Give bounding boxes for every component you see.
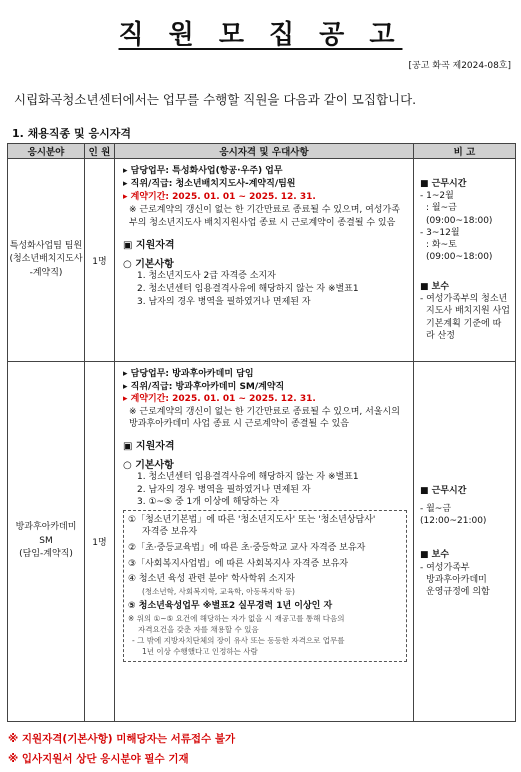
remarks-cell (414, 362, 516, 722)
option-item: ④ 청소년 육성 관련 분야' 학사학위 소지자 (128, 574, 295, 585)
basic-item: 2. 청소년센터 임용결격사유에 해당하지 않는 자 ※별표1 (137, 284, 359, 295)
basic-heading: ○ 기본사항 (123, 459, 174, 471)
period-line: ▸ 계약기간: 2025. 01. 01 ~ 2025. 12. 31. (123, 394, 316, 405)
pay-heading: ■ 보수 (420, 282, 450, 293)
notice-number: [공고 화곡 제2024-08호] (408, 61, 511, 71)
recruitment-table (7, 143, 516, 722)
pay-heading: ■ 보수 (420, 550, 450, 561)
pay-line: 지도사 배치지원 사업 (426, 306, 510, 317)
option-box (123, 510, 407, 662)
pay-line: - 여성가족부의 청소년 (420, 294, 508, 305)
footer-note-2: ※ 입사지원서 상단 응시분야 필수 기재 (8, 753, 189, 765)
pay-line: 기본계획 기준에 따 (426, 318, 502, 329)
basic-heading: ○ 기본사항 (123, 259, 174, 271)
basic-item: 1. 청소년센터 임용결격사유에 해당하지 않는 자 ※별표1 (137, 471, 359, 482)
work-hours-line: : 화~토(09:00~18:00) (426, 239, 493, 262)
contract-note: ※ 근로계약의 갱신이 없는 한 기간만료로 종료될 수 있으며, 서울시의 방과후아카데미 사업 종료 시 근로계약이 종결될 수 있음 (129, 406, 400, 430)
option-note: 1년 이상 수행했다고 인정하는 사람 (142, 647, 258, 657)
qualification-cell (115, 362, 414, 722)
remarks-cell (414, 159, 516, 362)
field-line: 방과후아카데미 (15, 522, 77, 533)
option-note: 자격요건을 갖춘 자를 채용할 수 있음 (138, 624, 259, 634)
duty-line: ▸ 담당업무: 특성화사업(항공·우주) 업무 (123, 166, 283, 176)
header-count: 인 원 (85, 144, 115, 159)
header-remarks: 비 고 (414, 144, 516, 159)
intro-text: 시립화곡청소년센터에서는 업무를 수행할 직원을 다음과 같이 모집합니다. (14, 92, 417, 107)
field-line: -계약직) (29, 267, 63, 278)
field-cell (8, 159, 85, 362)
field-line: (담임-계약직) (19, 549, 73, 560)
option-note: - 그 밖에 지방자치단체의 장이 유사 또는 동등한 자격으로 업무를 (132, 636, 345, 646)
duty-line: ▸ 담당업무: 방과후아카데미 담임 (123, 369, 254, 379)
field-line: (청소년배치지도사 (9, 254, 83, 265)
option-item: ②「초·중등교육법」에 따른 초·중등학교 교사 자격증 보유자 (128, 542, 366, 553)
option-item: ①「청소년기본법」에 따른 '청소년지도사' 또는 '청소년상담사' (128, 514, 376, 525)
header-field: 응시분야 (8, 144, 85, 159)
header-qualifications: 응시자격 및 우대사항 (115, 144, 414, 159)
section-heading: 1. 채용직종 및 응시자격 (12, 127, 131, 140)
pay-line: 방과후아카데미 (426, 574, 487, 585)
basic-item: 1. 청소년지도사 2급 자격증 소지자 (137, 271, 276, 282)
pay-line: - 여성가족부 (420, 562, 470, 573)
qualification-heading: ▣ 지원자격 (123, 240, 175, 252)
field-line: 특성화사업팀 팀원 (9, 240, 83, 251)
work-hours-heading: ■ 근무시간 (420, 179, 467, 190)
work-hours-line: - 3~12월 (420, 227, 460, 238)
qualification-cell (115, 159, 414, 362)
position-line: ▸ 직위/직급: 청소년배치지도사-계약직/팀원 (123, 179, 296, 190)
work-hours-heading: ■ 근무시간 (420, 486, 467, 496)
field-cell (8, 362, 85, 722)
option-item: (청소년학, 사회복지학, 교육학, 아동복지학 등) (142, 586, 295, 596)
table-row (8, 362, 516, 722)
pay-line: 라 산정 (426, 330, 455, 341)
contract-note: ※ 근로계약의 갱신이 없는 한 기간만료로 종료될 수 있으며, 여성가족부의 청소년지도사 배치지원사업 종료 시 근로계약이 종결될 수 있음 (129, 205, 400, 229)
position-line: ▸ 직위/직급: 방과후아카데미 SM/계약직 (123, 381, 285, 392)
table-header-row (8, 144, 516, 159)
count-cell: 1명 (85, 159, 115, 362)
footer-note-1: ※ 지원자격(기본사항) 미해당자는 서류접수 불가 (8, 733, 236, 745)
page-title: 직 원 모 집 공 고 (118, 20, 403, 50)
work-hours-line: : 월~금(09:00~18:00) (426, 203, 493, 226)
count-cell: 1명 (85, 362, 115, 722)
period-line: ▸ 계약기간: 2025. 01. 01 ~ 2025. 12. 31. (123, 192, 316, 203)
work-hours-line: - 월~금(12:00~21:00) (420, 504, 487, 527)
field-line: SM (39, 535, 53, 546)
basic-item: 3. ①~⑤ 중 1개 이상에 해당하는 자 (137, 497, 280, 508)
qualification-heading: ▣ 지원자격 (123, 440, 175, 452)
option-item: ③「사회복지사업법」에 따른 사회복지사 자격증 보유자 (128, 558, 349, 569)
option-item: ⑤ 청소년육성업무 ※별표2 실무경력 1년 이상인 자 (128, 600, 333, 611)
option-note: ※ 위의 ①~⑤ 요건에 해당하는 자가 없을 시 재공고를 통해 다음의 (128, 613, 345, 623)
basic-item: 3. 남자의 경우 병역을 필하였거나 면제된 자 (137, 297, 311, 308)
table-row (8, 159, 516, 362)
option-item: 자격증 보유자 (142, 527, 198, 538)
pay-line: 운영규정에 의함 (426, 586, 490, 597)
basic-item: 2. 남자의 경우 병역을 필하였거나 면제된 자 (137, 484, 311, 495)
work-hours-line: - 1~2월 (420, 191, 454, 202)
